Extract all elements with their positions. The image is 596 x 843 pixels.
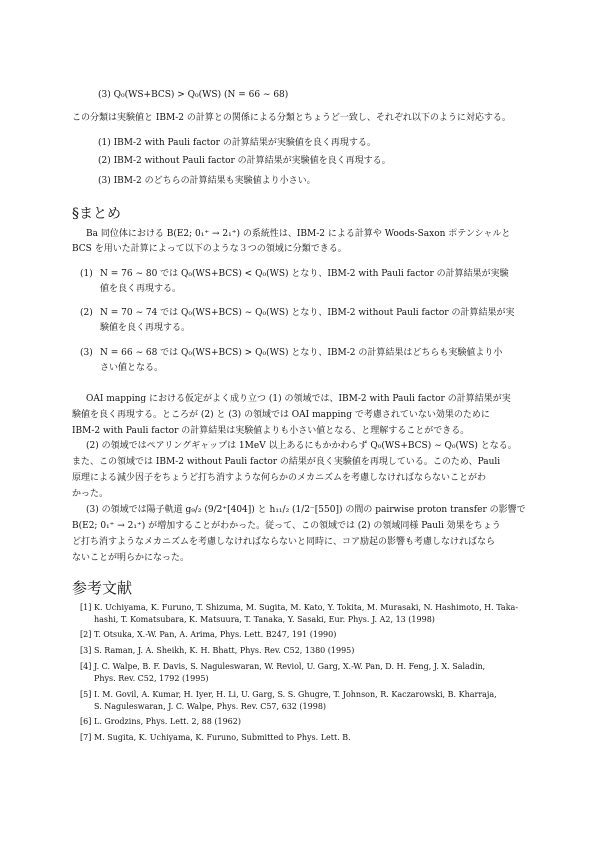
correspondence-item-3: (3) IBM-2 のどちらの計算結果も実験値より小さい。 — [98, 176, 316, 186]
reference-text-line-1: L. Grodzins, Phys. Lett. 2, 88 (1962) — [94, 717, 241, 726]
reference-number: [6] — [80, 717, 92, 726]
item-text-line-1: N = 76 ∼ 80 では Q₀(WS+BCS) < Q₀(WS) となり、IBM-2 with Pauli factor の計算結果が実験 — [100, 269, 509, 279]
conclusion-paragraph-2-line-2: また、この領域では IBM-2 without Pauli factor の結果が良く実験値を再現している。このため、Pauli — [72, 457, 501, 467]
classification-line-3: (3) Q₀(WS+BCS) > Q₀(WS) (N = 66 ∼ 68) — [98, 90, 289, 100]
item-number: (3) — [80, 348, 93, 358]
conclusion-paragraph-3-line-1: (3) の領域では陽子軌道 g₉/₂ (9/2⁺[404]) と h₁₁/₂ (1/2⁻[550]) の間の pairwise proton transfer の影響で — [86, 505, 526, 515]
reference-text-line-2: S. Naguleswaran, J. C. Walpe, Phys. Rev. C57, 632 (1998) — [94, 702, 327, 711]
reference-number: [2] — [80, 630, 92, 639]
reference-text-line-1: T. Otsuka, X.-W. Pan, A. Arima, Phys. Lett. B247, 191 (1990) — [94, 630, 337, 639]
reference-text-line-1: K. Uchiyama, K. Furuno, T. Shizuma, M. Sugita, M. Kato, Y. Tokita, M. Murasaki, N. Hashimoto, H. Taka- — [94, 603, 519, 612]
reference-number: [4] — [80, 662, 92, 671]
reference-5 — [80, 689, 540, 715]
conclusion-item-2 — [80, 307, 540, 335]
reference-3 — [80, 645, 540, 659]
reference-6 — [80, 716, 540, 730]
reference-text-line-1: J. C. Walpe, B. F. Davis, S. Naguleswaran, W. Reviol, U. Garg, X.-W. Pan, D. H. Feng, J. X. Saladin, — [94, 662, 486, 671]
conclusion-paragraph-2-line-1: (2) の領域ではペアリングギャップは 1MeV 以上あるにもかかわらず Q₀(WS+BCS) ∼ Q₀(WS) となる。 — [86, 441, 517, 451]
reference-text-line-2: Phys. Rev. C52, 1792 (1995) — [94, 674, 209, 683]
item-number: (1) — [80, 269, 93, 279]
conclusion-item-3 — [80, 347, 540, 375]
reference-2 — [80, 629, 540, 643]
reference-number: [7] — [80, 733, 92, 742]
conclusion-item-1 — [80, 268, 540, 296]
reference-text-line-1: I. M. Govil, A. Kumar, H. Iyer, H. Li, U. Garg, S. S. Ghugre, T. Johnson, R. Kaczarowski, B. Kharraja, — [94, 690, 497, 699]
reference-text-line-1: S. Raman, J. A. Sheikh, K. H. Bhatt, Phys. Rev. C52, 1380 (1995) — [94, 646, 355, 655]
conclusion-paragraph-1-line-2: 験値を良く再現する。ところが (2) と (3) の領域では OAI mapping で考慮されていない効果のために — [72, 410, 490, 420]
classification-summary: この分類は実験値と IBM-2 の計算との関係による分類とちょうど一致し、それぞれ以下のように対応する。 — [72, 113, 511, 123]
reference-4 — [80, 661, 540, 687]
conclusion-paragraph-1-line-1: OAI mapping における仮定がよく成り立つ (1) の領域では、IBM-2 with Pauli factor の計算結果が実 — [86, 394, 511, 404]
section-heading-conclusion: §まとめ — [72, 206, 121, 222]
correspondence-item-1: (1) IBM-2 with Pauli factor の計算結果が実験値を良く再現する。 — [98, 138, 376, 148]
item-text-line-2: 験値を良く再現する。 — [100, 323, 191, 333]
reference-number: [3] — [80, 646, 92, 655]
reference-text-line-2: hashi, T. Komatsubara, K. Matsuura, T. Tanaka, Y. Sasaki, Eur. Phys. J. A2, 13 (1998) — [94, 615, 435, 624]
reference-text-line-1: M. Sugita, K. Uchiyama, K. Furuno, Submitted to Phys. Lett. B. — [94, 733, 351, 742]
correspondence-item-2: (2) IBM-2 without Pauli factor の計算結果が実験値を良く再現する。 — [98, 156, 391, 166]
conclusion-paragraph-2-line-4: かった。 — [72, 489, 109, 499]
reference-number: [1] — [80, 603, 92, 612]
reference-1 — [80, 602, 540, 628]
section-heading-references: 参考文献 — [72, 579, 133, 597]
item-text-line-2: さい値となる。 — [100, 363, 164, 373]
conclusion-paragraph-1-line-3: IBM-2 with Pauli factor の計算結果は実験値よりも小さい値となる、と理解することができる。 — [72, 426, 470, 436]
conclusion-paragraph-3-line-4: ないことが明らかになった。 — [72, 553, 190, 563]
reference-7 — [80, 732, 540, 746]
item-text-line-1: N = 70 ∼ 74 では Q₀(WS+BCS) ∼ Q₀(WS) となり、IBM-2 without Pauli factor の計算結果が実 — [100, 308, 515, 318]
reference-number: [5] — [80, 690, 92, 699]
item-number: (2) — [80, 308, 93, 318]
conclusion-intro-line-1: Ba 同位体における B(E2; 0₁⁺ → 2₁⁺) の系統性は、IBM-2 による計算や Woods-Saxon ポテンシャルと — [86, 229, 511, 239]
conclusion-paragraph-3-line-2: B(E2; 0₁⁺ → 2₁⁺) が増加することがわかった。従って、この領域では (2) の領域同様 Pauli 効果をちょう — [72, 521, 501, 531]
conclusion-paragraph-2-line-3: 原理による減少因子をちょうど打ち消すような何らかのメカニズムを考慮しなければならないことがわ — [72, 473, 487, 483]
conclusion-intro-line-2: BCS を用いた計算によって以下のような３つの領域に分類できる。 — [72, 244, 347, 254]
conclusion-paragraph-3-line-3: ど打ち消すようなメカニズムを考慮しなければならないと同時に、コア励起の影響も考慮しなければなら — [72, 537, 496, 547]
item-text-line-1: N = 66 ∼ 68 では Q₀(WS+BCS) > Q₀(WS) となり、IBM-2 の計算結果はどちらも実験値より小 — [100, 348, 503, 358]
item-text-line-2: 値を良く再現する。 — [100, 284, 182, 294]
